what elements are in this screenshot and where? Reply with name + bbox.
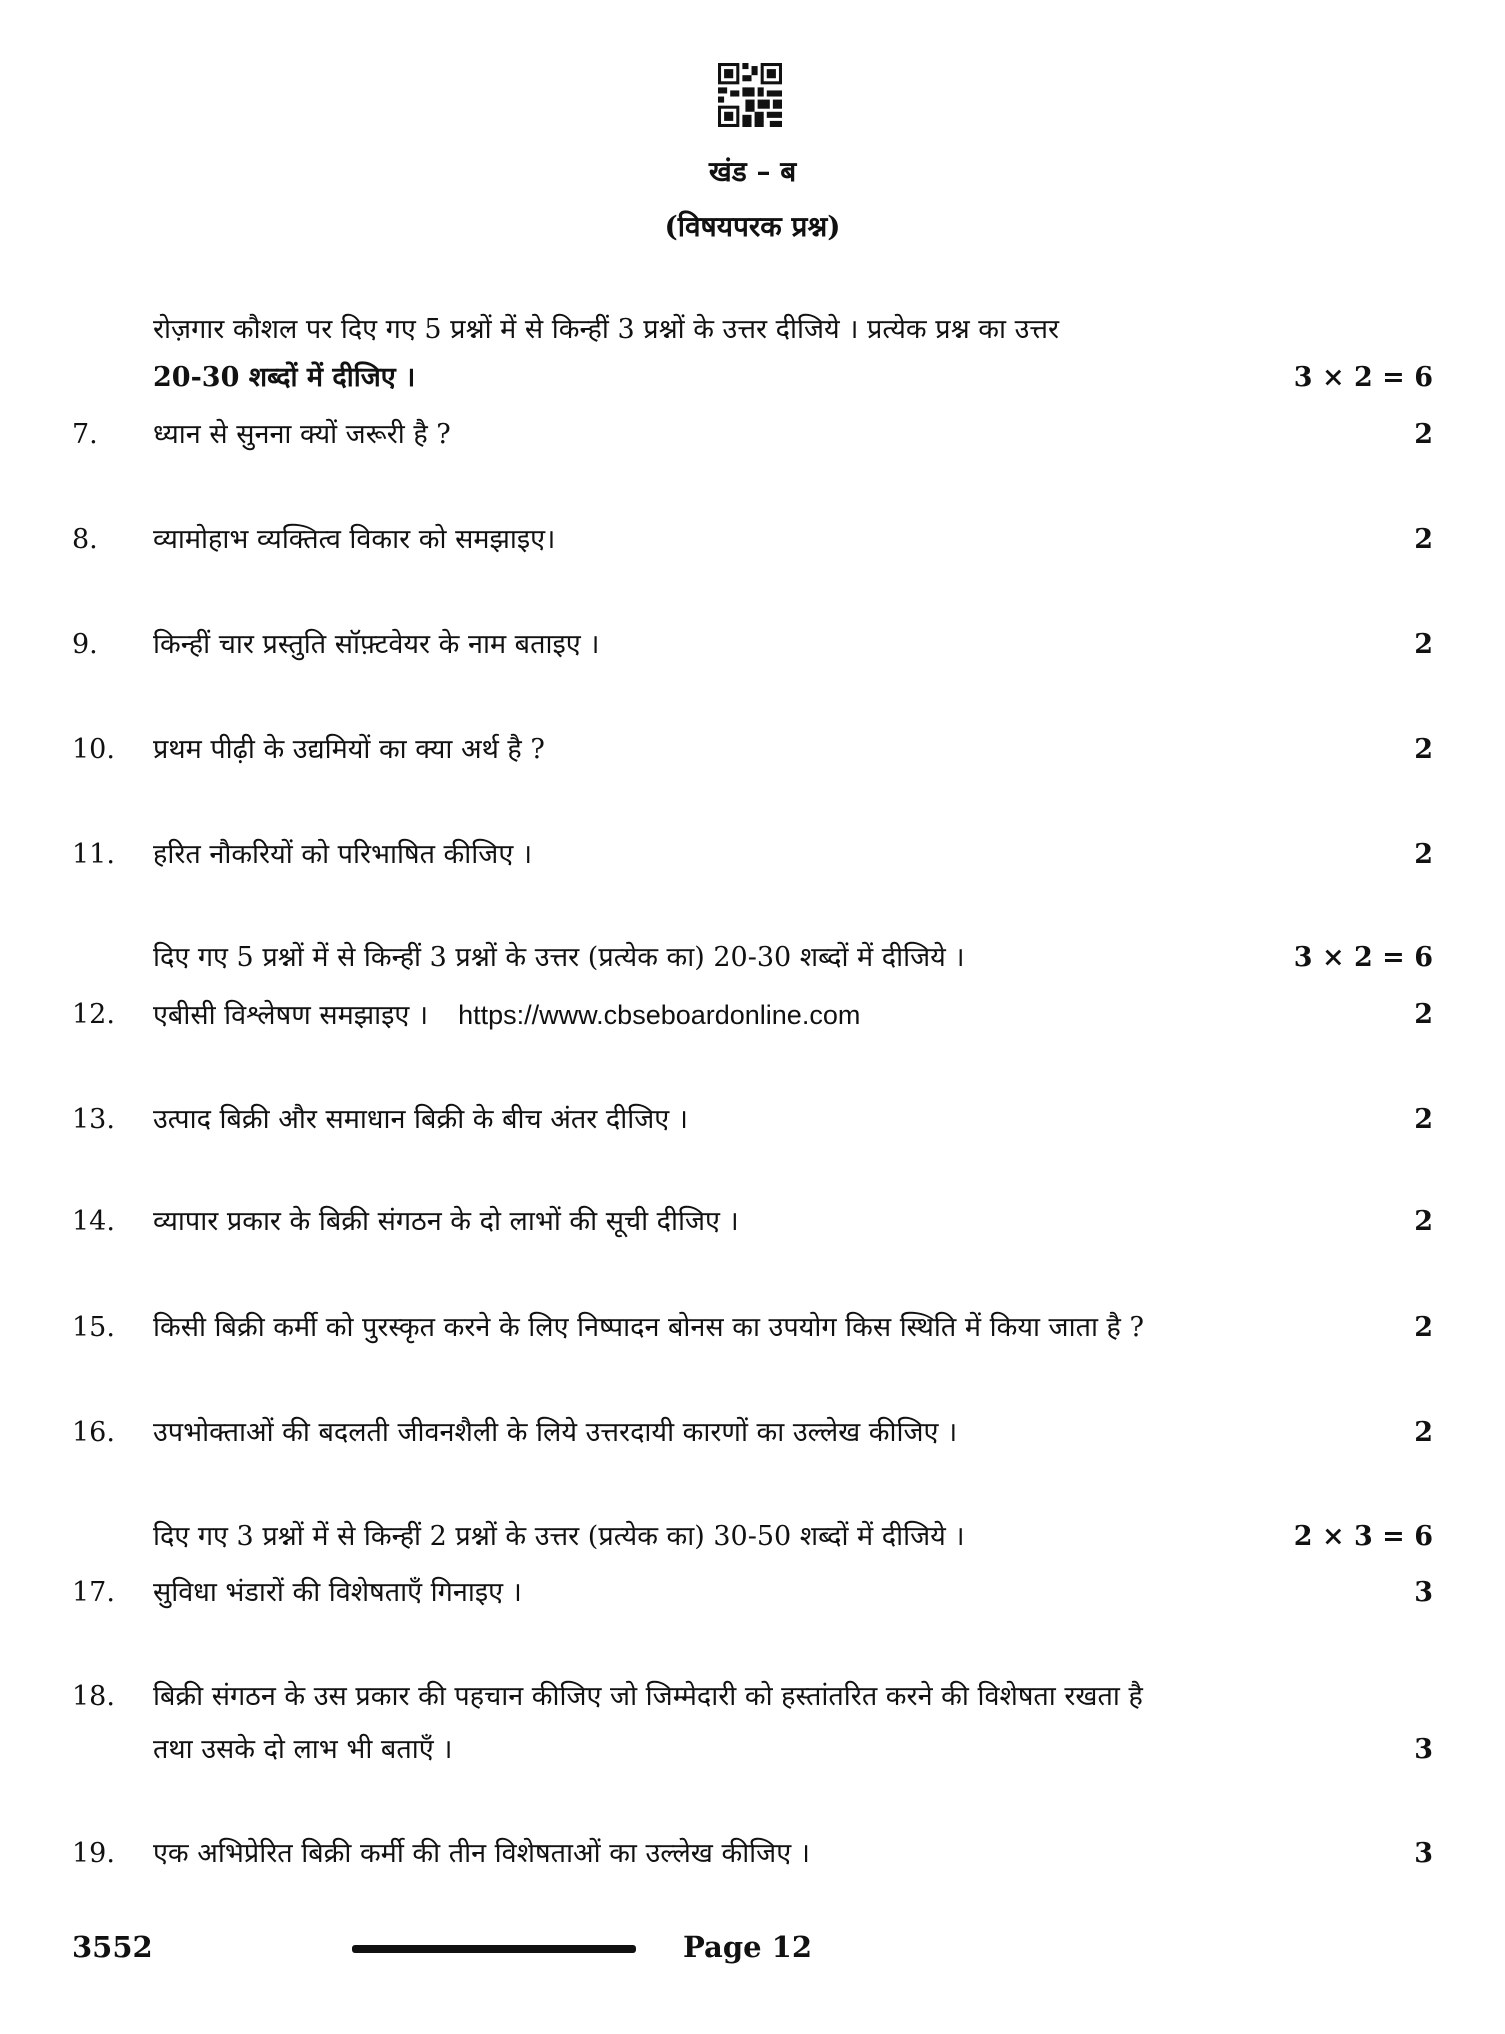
question-text: बिक्री संगठन के उस प्रकार की पहचान कीजिए जो जिम्मेदारी को हस्तांतरित करने की विशेषता रखता है	[153, 1681, 1143, 1712]
page-number: Page 12	[683, 1930, 812, 1964]
question-text: एक अभिप्रेरित बिक्री कर्मी की तीन विशेषताओं का उल्लेख कीजिए ।	[153, 1838, 810, 1869]
question-text-content: एबीसी विश्लेषण समझाइए ।	[153, 1000, 429, 1031]
group-instruction: 20-30 शब्दों में दीजिए ।	[153, 362, 416, 393]
watermark-url-link[interactable]: https://www.cbseboardonline.com	[458, 1000, 861, 1030]
question-marks: 2	[1414, 839, 1433, 870]
question-number: 10.	[72, 734, 115, 765]
group-instruction: दिए गए 5 प्रश्नों में से किन्हीं 3 प्रश्नों के उत्तर (प्रत्येक का) 20-30 शब्दों में दीजिये ।	[153, 942, 965, 973]
question-number: 16.	[72, 1417, 115, 1448]
question-text: प्रथम पीढ़ी के उद्यमियों का क्या अर्थ है ?	[153, 734, 545, 765]
question-marks: 2	[1414, 999, 1433, 1030]
question-text: व्यापार प्रकार के बिक्री संगठन के दो लाभों की सूची दीजिए ।	[153, 1206, 739, 1237]
question-text: किन्हीं चार प्रस्तुति सॉफ़्टवेयर के नाम बताइए ।	[153, 629, 600, 660]
paper-code: 3552	[72, 1930, 153, 1964]
marks-scheme: 3 × 2 = 6	[1293, 362, 1433, 393]
qr-code-icon	[718, 63, 782, 127]
question-marks: 2	[1414, 734, 1433, 765]
question-text: हरित नौकरियों को परिभाषित कीजिए ।	[153, 839, 533, 870]
question-number: 14.	[72, 1206, 115, 1237]
question-marks: 3	[1414, 1577, 1433, 1608]
question-marks: 2	[1414, 1104, 1433, 1135]
section-subtitle: (विषयपरक प्रश्न)	[664, 210, 841, 243]
question-number: 17.	[72, 1577, 115, 1608]
group-instruction: रोज़गार कौशल पर दिए गए 5 प्रश्नों में से किन्हीं 3 प्रश्नों के उत्तर दीजिये । प्रत्येक प्रश्न का उत्तर	[153, 314, 1060, 345]
question-text: उत्पाद बिक्री और समाधान बिक्री के बीच अंतर दीजिए ।	[153, 1104, 688, 1135]
footer-divider	[352, 1945, 636, 1953]
question-number: 12.	[72, 999, 115, 1030]
question-marks: 3	[1414, 1838, 1433, 1869]
question-marks: 2	[1414, 1417, 1433, 1448]
question-number: 11.	[72, 839, 115, 870]
question-text-line2: तथा उसके दो लाभ भी बताएँ ।	[153, 1734, 453, 1765]
question-number: 7.	[72, 419, 98, 450]
question-number: 15.	[72, 1312, 115, 1343]
question-text: व्यामोहाभ व्यक्तित्व विकार को समझाइए।	[153, 524, 556, 555]
question-number: 9.	[72, 629, 98, 660]
question-marks: 3	[1414, 1734, 1433, 1765]
section-title: खंड – ब	[708, 155, 797, 188]
question-marks: 2	[1414, 1312, 1433, 1343]
question-number: 13.	[72, 1104, 115, 1135]
question-number: 8.	[72, 524, 98, 555]
question-text: किसी बिक्री कर्मी को पुरस्कृत करने के लिए निष्पादन बोनस का उपयोग किस स्थिति में किया जाता है ?	[153, 1312, 1144, 1343]
group-instruction: दिए गए 3 प्रश्नों में से किन्हीं 2 प्रश्नों के उत्तर (प्रत्येक का) 30-50 शब्दों में दीजिये ।	[153, 1521, 965, 1552]
question-text: ध्यान से सुनना क्यों जरूरी है ?	[153, 419, 451, 450]
question-marks: 2	[1414, 524, 1433, 555]
question-number: 18.	[72, 1681, 115, 1712]
question-marks: 2	[1414, 1206, 1433, 1237]
marks-scheme: 2 × 3 = 6	[1293, 1521, 1433, 1552]
question-marks: 2	[1414, 629, 1433, 660]
marks-scheme: 3 × 2 = 6	[1293, 942, 1433, 973]
question-number: 19.	[72, 1838, 115, 1869]
question-marks: 2	[1414, 419, 1433, 450]
question-text: सुविधा भंडारों की विशेषताएँ गिनाइए ।	[153, 1577, 522, 1608]
question-text	[153, 997, 860, 1034]
question-text: उपभोक्ताओं की बदलती जीवनशैली के लिये उत्तरदायी कारणों का उल्लेख कीजिए ।	[153, 1417, 958, 1448]
